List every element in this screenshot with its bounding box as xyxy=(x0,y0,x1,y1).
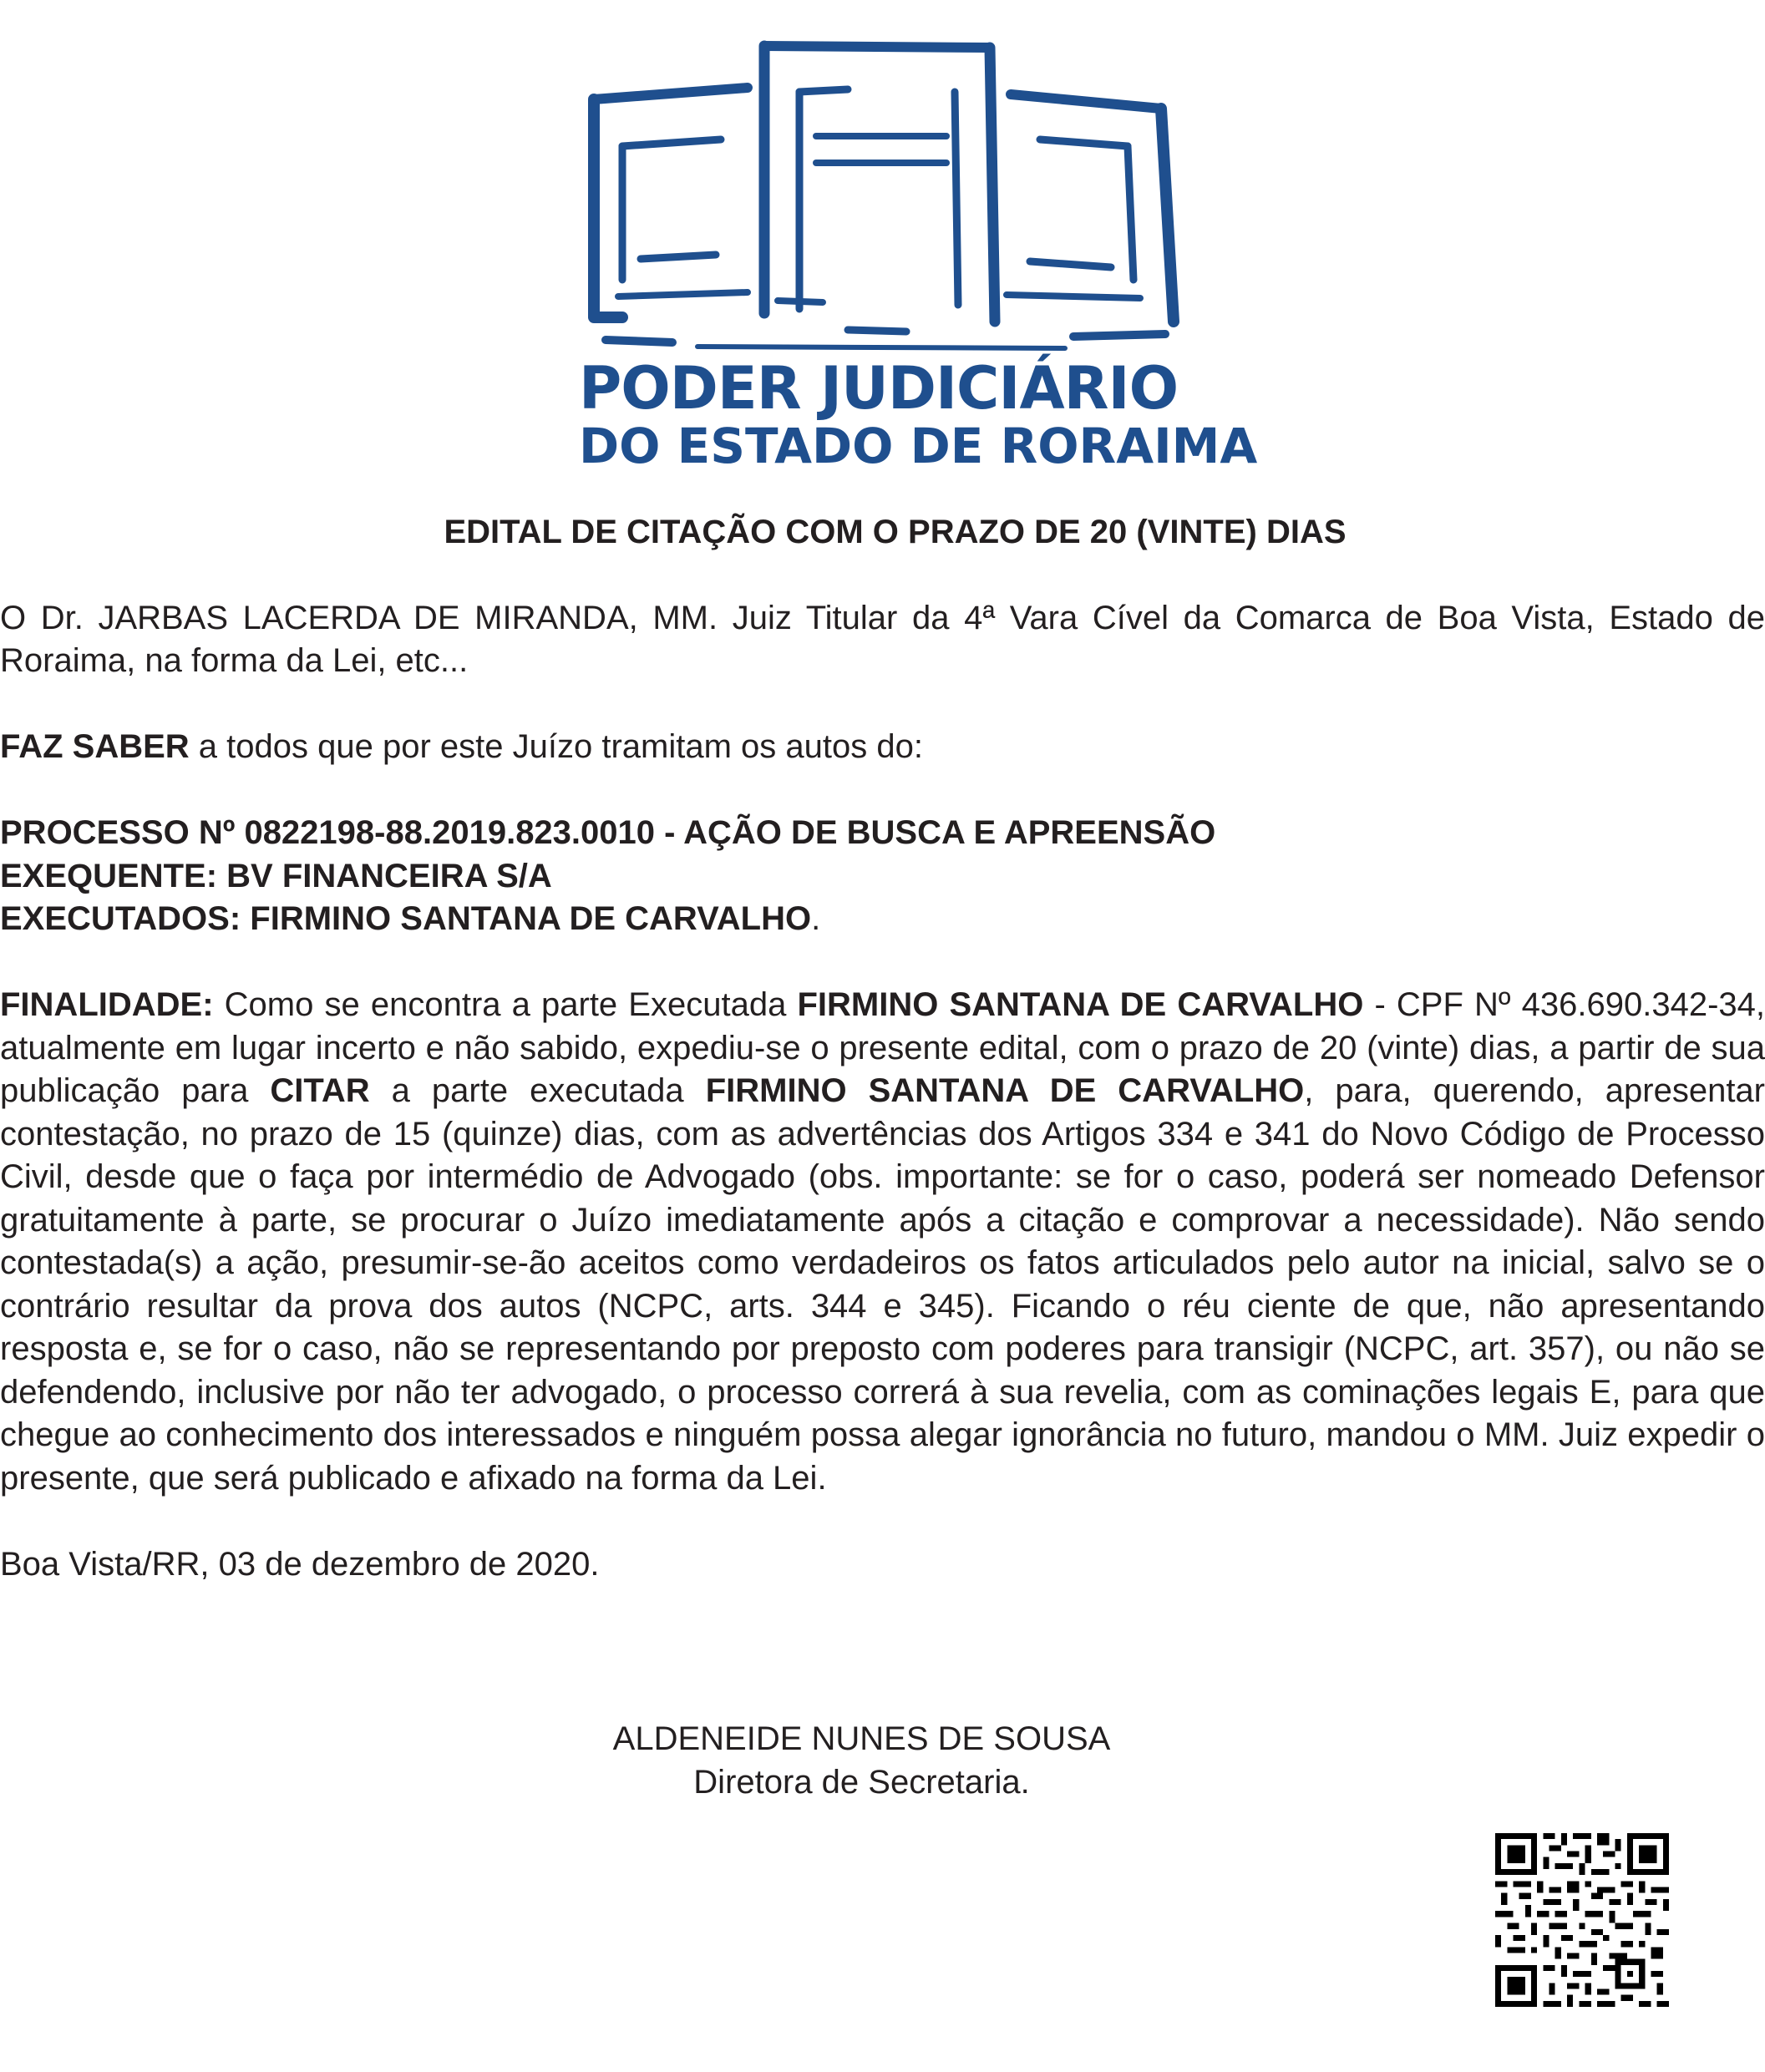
finalidade-text-1: Como se encontra a parte Executada xyxy=(213,986,798,1023)
court-logo xyxy=(572,29,1258,476)
faz-saber-text: a todos que por este Juízo tramitam os autos do: xyxy=(189,728,923,765)
finalidade-text-2: - CPF Nº 436.690.342-34, atualmente em lugar incerto e não sabido, expediu-se o presente edital, com o prazo de 20 (vinte) dias, a partir de sua publicação para xyxy=(0,986,1765,1109)
intro-paragraph: O Dr. JARBAS LACERDA DE MIRANDA, MM. Juiz Titular da 4ª Vara Cível da Comarca de Boa Vista, Estado de Roraima, na forma da Lei, etc... xyxy=(0,599,1765,679)
executados: EXECUTADOS: FIRMINO SANTANA DE CARVALHO xyxy=(0,900,812,937)
processo-number: PROCESSO Nº 0822198-88.2019.823.0010 - AÇÃO DE BUSCA E APREENSÃO xyxy=(0,814,1216,851)
exequente: EXEQUENTE: BV FINANCEIRA S/A xyxy=(0,857,552,894)
finalidade-label: FINALIDADE: xyxy=(0,986,214,1023)
exequente-line xyxy=(0,855,1765,899)
date-line: Boa Vista/RR, 03 de dezembro de 2020. xyxy=(0,1545,600,1583)
faz-saber-label: FAZ SABER xyxy=(0,728,190,765)
citar-keyword: CITAR xyxy=(270,1072,370,1109)
signer-role: Diretora de Secretaria. xyxy=(693,1764,1030,1801)
executado-name-1: FIRMINO SANTANA DE CARVALHO xyxy=(797,986,1364,1023)
executados-period: . xyxy=(811,900,821,937)
processo-line xyxy=(0,812,1765,855)
faz-saber-paragraph xyxy=(0,726,1765,769)
document-title: EDITAL DE CITAÇÃO COM O PRAZO DE 20 (VINTE) DIAS xyxy=(444,514,1347,550)
executado-name-2: FIRMINO SANTANA DE CARVALHO xyxy=(705,1072,1305,1109)
edital-body xyxy=(0,511,1765,1586)
executados-line xyxy=(0,898,1765,941)
finalidade-text-3: a parte executada xyxy=(369,1072,706,1109)
qr-code xyxy=(1495,1833,1669,2007)
logo-subtitle: DO ESTADO DE RORAIMA xyxy=(579,418,1258,474)
signature-block xyxy=(0,1717,1765,1804)
court-building-icon xyxy=(572,29,1182,380)
signer-name: ALDENEIDE NUNES DE SOUSA xyxy=(612,1720,1111,1757)
finalidade-paragraph xyxy=(0,984,1765,1500)
logo-title: PODER JUDICIÁRIO xyxy=(579,354,1179,423)
finalidade-text-4: , para, querendo, apresentar contestação, no prazo de 15 (quinze) dias, com as advertências dos Artigos 334 e 341 do Novo Código de Processo Civil, desde que o faça por intermédio de Advogado (obs. importante: se for o caso, poderá ser nomeado Defensor gratuitamente à parte, se procurar o Juízo imediatamente após a citação e comprovar a necessidade). Não sendo contestada(s) a ação, presumir-se-ão aceitos como verdadeiros os fatos articulados pelo autor na inicial, salvo se o contrário resultar da prova dos autos (NCPC, arts. 344 e 345). Ficando o réu ciente de que, não apresentando resposta e, se for o caso, não se representando por preposto com poderes para transigir (NCPC, art. 357), ou não se defendendo, inclusive por não ter advogado, o processo correrá à sua revelia, com as cominações legais E, para que chegue ao conhecimento dos interessados e ninguém possa alegar ignorância no futuro, mandou o MM. Juiz expedir o presente, que será publicado e afixado na forma da Lei. xyxy=(0,1072,1765,1497)
